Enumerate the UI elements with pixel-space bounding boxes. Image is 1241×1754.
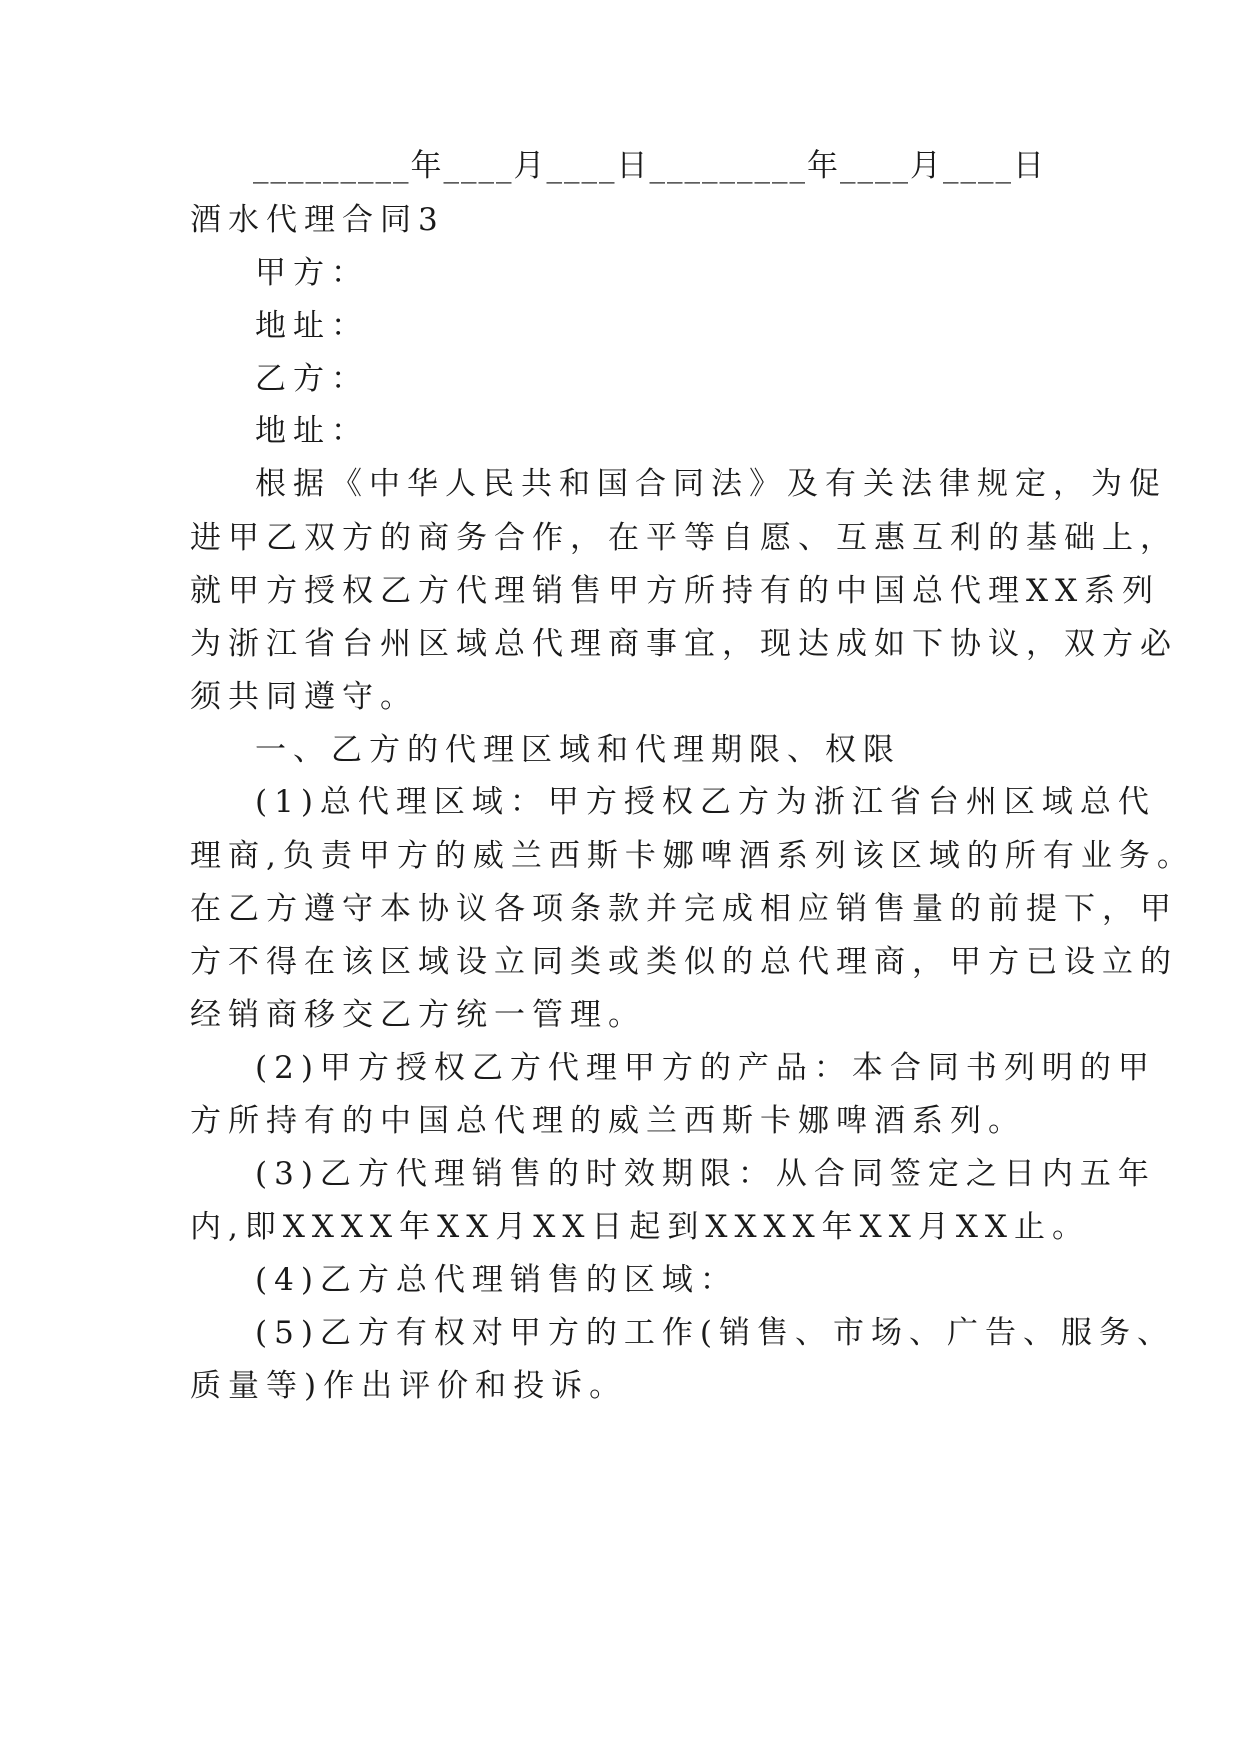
clause-1-line: 方不得在该区域设立同类或类似的总代理商，甲方已设立的	[190, 944, 1178, 980]
clause-3-line: (3)乙方代理销售的时效期限：从合同签定之日内五年	[255, 1156, 1156, 1192]
preamble-line: 须共同遵守。	[190, 679, 418, 715]
section-heading: 一、乙方的代理区域和代理期限、权限	[255, 732, 901, 768]
clause-5-line: (5)乙方有权对甲方的工作(销售、市场、广告、服务、	[255, 1315, 1176, 1351]
preamble-line: 根据《中华人民共和国合同法》及有关法律规定，为促	[255, 466, 1167, 502]
preamble-line: 为浙江省台州区域总代理商事宜，现达成如下协议，双方必	[190, 626, 1178, 662]
clause-1-line: 理商,负责甲方的威兰西斯卡娜啤酒系列该区域的所有业务。	[190, 838, 1195, 874]
date-line: _________年____月____日_________年____月____日	[253, 148, 1046, 184]
preamble-line: 就甲方授权乙方代理销售甲方所持有的中国总代理XX系列	[190, 573, 1161, 609]
clause-4-line: (4)乙方总代理销售的区域：	[255, 1262, 738, 1298]
document-title: 酒水代理合同3	[190, 202, 445, 238]
address-b-label: 地址：	[255, 413, 369, 449]
clause-1-line: (1)总代理区域：甲方授权乙方为浙江省台州区域总代	[255, 784, 1156, 820]
preamble-line: 进甲乙双方的商务合作，在平等自愿、互惠互利的基础上，	[190, 520, 1178, 556]
party-b-label: 乙方：	[255, 361, 369, 397]
clause-1-line: 在乙方遵守本协议各项条款并完成相应销售量的前提下，甲	[190, 891, 1178, 927]
clause-1-line: 经销商移交乙方统一管理。	[190, 997, 646, 1033]
clause-3-line: 内,即XXXX年XX月XX日起到XXXX年XX月XX止。	[190, 1209, 1090, 1245]
clause-5-line: 质量等)作出评价和投诉。	[190, 1368, 628, 1404]
clause-2-line: (2)甲方授权乙方代理甲方的产品：本合同书列明的甲	[255, 1050, 1156, 1086]
party-a-label: 甲方：	[255, 255, 369, 291]
address-a-label: 地址：	[255, 308, 369, 344]
clause-2-line: 方所持有的中国总代理的威兰西斯卡娜啤酒系列。	[190, 1103, 1026, 1139]
